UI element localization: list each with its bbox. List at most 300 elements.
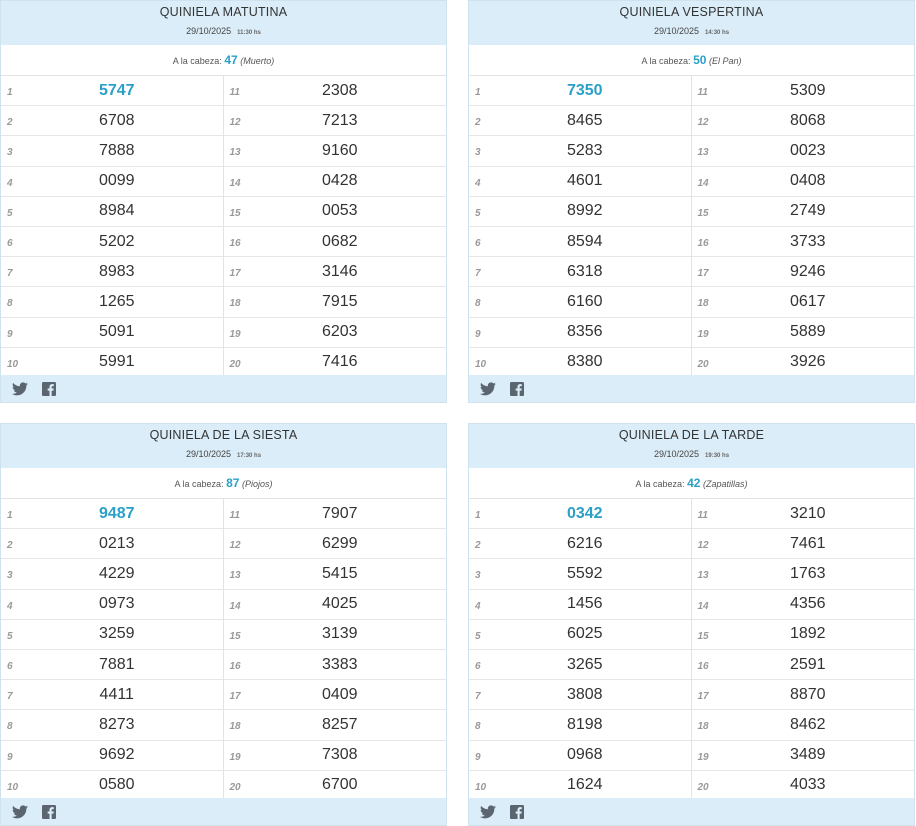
position-label: 16 <box>697 661 709 673</box>
position-label: 18 <box>697 298 709 310</box>
result-row <box>1 76 223 106</box>
numbers-grid <box>469 499 914 801</box>
result-row <box>224 318 447 348</box>
cabeza-label: A la cabeza: <box>174 479 224 489</box>
position-label: 18 <box>229 298 241 310</box>
result-row <box>224 167 447 197</box>
cabeza-label: A la cabeza: <box>641 56 691 66</box>
position-label: 11 <box>229 87 240 99</box>
result-number: 0973 <box>98 595 135 613</box>
result-number: 5202 <box>98 232 135 250</box>
result-number: 3383 <box>321 655 358 673</box>
result-row <box>692 257 915 287</box>
position-label: 17 <box>229 268 241 280</box>
result-number: 0408 <box>789 172 826 190</box>
result-row <box>1 771 223 801</box>
result-row <box>692 106 915 136</box>
position-label: 3 <box>7 147 13 159</box>
position-label: 5 <box>475 207 481 219</box>
card-date-line <box>1 447 446 463</box>
result-number: 7308 <box>321 746 358 764</box>
result-row <box>469 680 691 710</box>
result-row <box>224 680 447 710</box>
result-row <box>224 106 447 136</box>
position-label: 9 <box>7 751 13 763</box>
position-label: 11 <box>697 510 708 522</box>
position-label: 5 <box>7 207 13 219</box>
facebook-icon[interactable] <box>510 382 526 396</box>
position-label: 8 <box>475 721 481 733</box>
cabeza-label: A la cabeza: <box>172 56 222 66</box>
result-row <box>469 710 691 740</box>
twitter-icon[interactable] <box>480 805 496 819</box>
position-label: 19 <box>697 328 709 340</box>
result-number: 6318 <box>566 262 603 280</box>
position-label: 13 <box>229 570 241 582</box>
result-number: 4601 <box>566 172 603 190</box>
result-number: 8594 <box>566 232 603 250</box>
result-number: 8984 <box>98 202 135 220</box>
position-label: 14 <box>229 600 241 612</box>
result-row <box>469 559 691 589</box>
result-number: 7461 <box>789 534 826 552</box>
position-label: 16 <box>697 238 709 250</box>
result-number: 3259 <box>98 625 135 643</box>
position-label: 15 <box>229 207 241 219</box>
result-number: 8273 <box>98 715 135 733</box>
position-label: 13 <box>697 570 709 582</box>
result-number: 8198 <box>566 715 603 733</box>
result-number: 4229 <box>98 564 135 582</box>
share-bar <box>469 375 914 402</box>
cabeza-row <box>469 468 914 499</box>
cabeza-row <box>1 468 446 499</box>
cabeza-meaning: (Zapatillas) <box>702 479 748 489</box>
numbers-column <box>224 499 447 801</box>
result-number: 6025 <box>566 625 603 643</box>
result-number: 7915 <box>321 292 358 310</box>
result-row <box>224 197 447 227</box>
result-row <box>224 348 447 378</box>
position-label: 9 <box>7 328 13 340</box>
result-number: 9160 <box>321 141 358 159</box>
result-row <box>692 227 915 257</box>
result-number: 7881 <box>98 655 135 673</box>
cabeza-row <box>469 45 914 76</box>
result-number: 8462 <box>789 715 826 733</box>
result-number: 0023 <box>789 141 826 159</box>
result-row <box>1 106 223 136</box>
cabeza-number: 50 <box>693 53 707 67</box>
result-row <box>692 348 915 378</box>
cabeza-number: 42 <box>687 476 701 490</box>
result-row <box>224 227 447 257</box>
position-label: 15 <box>697 207 709 219</box>
result-number: 4356 <box>789 595 826 613</box>
result-row <box>224 620 447 650</box>
position-label: 3 <box>475 570 481 582</box>
result-number: 3733 <box>789 232 826 250</box>
position-label: 12 <box>697 540 709 552</box>
position-label: 1 <box>475 510 481 522</box>
numbers-column <box>1 76 224 378</box>
twitter-icon[interactable] <box>480 382 496 396</box>
result-row <box>692 167 915 197</box>
result-number: 5309 <box>789 81 826 99</box>
result-number: 0682 <box>321 232 358 250</box>
result-row <box>692 318 915 348</box>
result-row <box>1 318 223 348</box>
result-row <box>692 529 915 559</box>
position-label: 6 <box>475 238 481 250</box>
result-number: 7888 <box>98 141 135 159</box>
result-number: 6708 <box>98 111 135 129</box>
quiniela-card <box>468 423 915 826</box>
position-label: 15 <box>697 630 709 642</box>
position-label: 4 <box>7 177 13 189</box>
quiniela-card <box>0 0 447 403</box>
result-number: 8465 <box>566 111 603 129</box>
position-label: 7 <box>7 268 13 280</box>
result-number: 3489 <box>789 746 826 764</box>
position-label: 17 <box>697 268 709 280</box>
position-label: 13 <box>697 147 709 159</box>
result-number: 9246 <box>789 262 826 280</box>
result-number: 0428 <box>321 172 358 190</box>
result-number: 3139 <box>321 625 358 643</box>
draw-time: 19:30 hs <box>705 453 730 459</box>
position-label: 16 <box>229 661 241 673</box>
facebook-icon[interactable] <box>42 805 58 819</box>
result-row <box>1 197 223 227</box>
card-date-line <box>469 447 914 463</box>
result-number: 3265 <box>566 655 603 673</box>
result-number: 9692 <box>98 746 135 764</box>
position-label: 5 <box>7 630 13 642</box>
position-label: 4 <box>475 600 481 612</box>
card-date-line <box>469 24 914 40</box>
result-number: 3926 <box>789 353 826 371</box>
result-number: 0968 <box>566 746 603 764</box>
position-label: 6 <box>475 661 481 673</box>
twitter-icon[interactable] <box>12 382 28 396</box>
result-row <box>1 650 223 680</box>
result-row <box>692 76 915 106</box>
result-number: 1763 <box>789 564 826 582</box>
result-row <box>224 287 447 317</box>
result-number: 5283 <box>566 141 603 159</box>
result-row <box>469 620 691 650</box>
result-row <box>224 650 447 680</box>
result-number: 4411 <box>99 685 134 703</box>
cabeza-meaning: (El Pan) <box>708 56 742 66</box>
result-row <box>1 529 223 559</box>
result-number: 6216 <box>566 534 603 552</box>
position-label: 17 <box>697 691 709 703</box>
card-title: QUINIELA MATUTINA <box>159 5 288 19</box>
result-number: 4033 <box>789 776 826 794</box>
cabeza-number: 87 <box>226 476 240 490</box>
result-row <box>692 650 915 680</box>
numbers-grid <box>1 499 446 801</box>
position-label: 18 <box>229 721 241 733</box>
numbers-column <box>469 76 692 378</box>
head-number: 5747 <box>98 81 135 99</box>
card-title: QUINIELA DE LA SIESTA <box>149 428 298 442</box>
cabeza-meaning: (Piojos) <box>241 479 273 489</box>
result-row <box>1 620 223 650</box>
result-row <box>469 590 691 620</box>
result-row <box>1 710 223 740</box>
position-label: 11 <box>229 510 240 522</box>
result-row <box>692 559 915 589</box>
twitter-icon[interactable] <box>12 805 28 819</box>
result-row <box>469 318 691 348</box>
result-row <box>469 499 691 529</box>
result-number: 0409 <box>321 685 358 703</box>
head-number: 0342 <box>566 504 603 522</box>
position-label: 2 <box>475 540 481 552</box>
head-number: 9487 <box>98 504 135 522</box>
position-label: 14 <box>697 177 709 189</box>
position-label: 1 <box>7 87 13 99</box>
numbers-grid <box>469 76 914 378</box>
result-number: 1456 <box>566 595 603 613</box>
draw-date: 29/10/2025 <box>653 26 700 36</box>
position-label: 6 <box>7 238 13 250</box>
position-label: 20 <box>697 358 709 370</box>
result-row <box>1 136 223 166</box>
position-label: 16 <box>229 238 241 250</box>
result-row <box>1 499 223 529</box>
result-number: 6700 <box>321 776 358 794</box>
result-row <box>469 650 691 680</box>
cabeza-row <box>1 45 446 76</box>
card-header <box>469 424 914 468</box>
result-number: 4025 <box>321 595 358 613</box>
result-number: 1265 <box>98 292 135 310</box>
result-row <box>692 680 915 710</box>
position-label: 7 <box>7 691 13 703</box>
draw-time: 14:30 hs <box>705 30 730 36</box>
card-header <box>1 1 446 45</box>
quiniela-card <box>0 423 447 826</box>
position-label: 20 <box>697 781 709 793</box>
result-row <box>692 590 915 620</box>
position-label: 7 <box>475 691 481 703</box>
result-number: 1892 <box>789 625 826 643</box>
result-number: 3210 <box>789 504 826 522</box>
result-number: 7213 <box>321 111 358 129</box>
position-label: 13 <box>229 147 241 159</box>
result-row <box>692 197 915 227</box>
result-number: 8356 <box>566 323 603 341</box>
card-title: QUINIELA DE LA TARDE <box>618 428 765 442</box>
result-number: 2591 <box>789 655 826 673</box>
position-label: 18 <box>697 721 709 733</box>
position-label: 17 <box>229 691 241 703</box>
result-number: 0099 <box>98 172 135 190</box>
position-label: 1 <box>475 87 481 99</box>
result-number: 0580 <box>98 776 135 794</box>
result-number: 2749 <box>789 202 826 220</box>
draw-time: 17:30 hs <box>237 453 262 459</box>
draw-date: 29/10/2025 <box>186 26 232 36</box>
result-row <box>692 287 915 317</box>
result-number: 2308 <box>321 81 358 99</box>
position-label: 20 <box>229 781 241 793</box>
result-number: 3808 <box>566 685 603 703</box>
result-row <box>469 287 691 317</box>
position-label: 1 <box>7 510 13 522</box>
position-label: 8 <box>7 298 13 310</box>
share-bar <box>469 798 914 825</box>
draw-date: 29/10/2025 <box>185 449 232 459</box>
result-row <box>469 106 691 136</box>
position-label: 12 <box>229 117 241 129</box>
position-label: 12 <box>229 540 241 552</box>
result-number: 8870 <box>789 685 826 703</box>
result-row <box>224 136 447 166</box>
numbers-column <box>692 76 915 378</box>
numbers-grid <box>1 76 446 378</box>
result-row <box>692 499 915 529</box>
position-label: 14 <box>229 177 241 189</box>
facebook-icon[interactable] <box>510 805 526 819</box>
result-row <box>224 590 447 620</box>
result-number: 0617 <box>789 292 826 310</box>
card-header <box>469 1 914 45</box>
result-row <box>469 529 691 559</box>
numbers-column <box>692 499 915 801</box>
result-number: 8257 <box>321 715 358 733</box>
result-row <box>224 559 447 589</box>
result-row <box>1 590 223 620</box>
position-label: 8 <box>7 721 13 733</box>
result-number: 7416 <box>321 353 358 371</box>
position-label: 15 <box>229 630 241 642</box>
result-row <box>469 76 691 106</box>
cabeza-label: A la cabeza: <box>635 479 685 489</box>
position-label: 2 <box>7 117 13 129</box>
result-number: 6203 <box>321 323 358 341</box>
result-number: 8992 <box>566 202 603 220</box>
quiniela-card <box>468 0 915 403</box>
position-label: 7 <box>475 268 481 280</box>
result-number: 1624 <box>566 776 603 794</box>
share-bar <box>1 798 446 825</box>
cabeza-meaning: (Muerto) <box>240 56 275 66</box>
position-label: 9 <box>475 751 481 763</box>
result-number: 5091 <box>98 323 135 341</box>
result-row <box>692 771 915 801</box>
position-label: 3 <box>7 570 13 582</box>
result-row <box>1 680 223 710</box>
result-row <box>469 227 691 257</box>
result-row <box>224 76 447 106</box>
facebook-icon[interactable] <box>42 382 58 396</box>
position-label: 14 <box>697 600 709 612</box>
result-number: 8380 <box>566 353 603 371</box>
result-row <box>469 257 691 287</box>
position-label: 10 <box>475 358 487 370</box>
position-label: 19 <box>229 751 241 763</box>
result-row <box>224 257 447 287</box>
result-row <box>692 741 915 771</box>
result-row <box>692 620 915 650</box>
card-date-line <box>1 24 446 40</box>
position-label: 2 <box>7 540 13 552</box>
position-label: 9 <box>475 328 481 340</box>
result-row <box>224 529 447 559</box>
draw-date: 29/10/2025 <box>653 449 700 459</box>
result-row <box>469 136 691 166</box>
numbers-column <box>224 76 447 378</box>
position-label: 5 <box>475 630 481 642</box>
head-number: 7350 <box>566 81 603 99</box>
result-row <box>1 559 223 589</box>
position-label: 19 <box>229 328 241 340</box>
result-row <box>692 710 915 740</box>
result-number: 5415 <box>321 564 358 582</box>
result-row <box>469 741 691 771</box>
result-number: 5991 <box>98 353 135 371</box>
position-label: 8 <box>475 298 481 310</box>
position-label: 12 <box>697 117 709 129</box>
result-number: 6299 <box>321 534 358 552</box>
card-title: QUINIELA VESPERTINA <box>619 5 764 19</box>
result-row <box>224 710 447 740</box>
result-row <box>1 348 223 378</box>
result-number: 5592 <box>566 564 603 582</box>
position-label: 4 <box>7 600 13 612</box>
result-number: 8983 <box>98 262 135 280</box>
result-row <box>1 287 223 317</box>
result-row <box>1 257 223 287</box>
result-number: 3146 <box>321 262 358 280</box>
result-number: 8068 <box>789 111 826 129</box>
position-label: 3 <box>475 147 481 159</box>
cabeza-number: 47 <box>224 53 238 67</box>
position-label: 2 <box>475 117 481 129</box>
result-row <box>1 167 223 197</box>
result-number: 7907 <box>321 504 358 522</box>
draw-time: 11:30 hs <box>237 30 261 36</box>
result-row <box>1 227 223 257</box>
position-label: 10 <box>7 781 19 793</box>
numbers-column <box>469 499 692 801</box>
card-header <box>1 424 446 468</box>
result-number: 5889 <box>789 323 826 341</box>
result-row <box>469 167 691 197</box>
numbers-column <box>1 499 224 801</box>
result-row <box>224 771 447 801</box>
share-bar <box>1 375 446 402</box>
position-label: 4 <box>475 177 481 189</box>
position-label: 19 <box>697 751 709 763</box>
result-number: 0053 <box>321 202 358 220</box>
result-row <box>224 499 447 529</box>
position-label: 20 <box>229 358 241 370</box>
result-row <box>692 136 915 166</box>
result-number: 0213 <box>98 534 135 552</box>
position-label: 10 <box>475 781 487 793</box>
result-row <box>469 348 691 378</box>
position-label: 10 <box>7 358 19 370</box>
result-row <box>469 197 691 227</box>
position-label: 11 <box>697 87 708 99</box>
position-label: 6 <box>7 661 13 673</box>
